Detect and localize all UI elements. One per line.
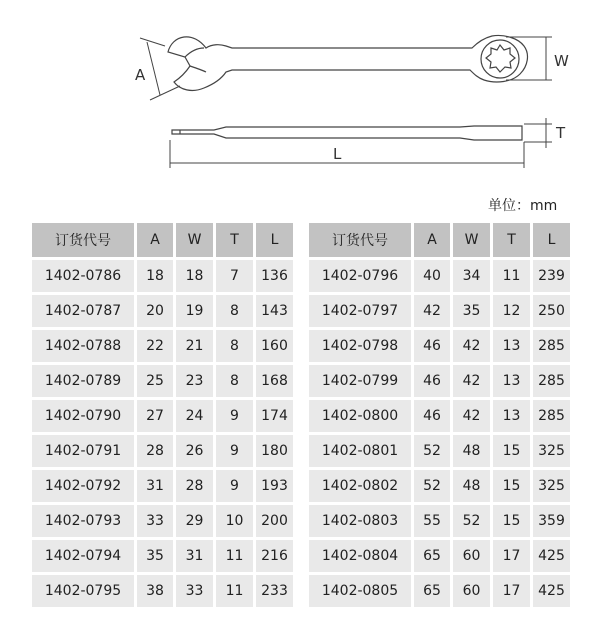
open-end-head: [168, 35, 527, 90]
cell-w: 60: [453, 575, 493, 607]
cell-a: 46: [414, 330, 453, 365]
unit-label: 单位：mm: [488, 198, 558, 214]
header-order-code: 订货代号: [32, 223, 137, 260]
cell-t: 12: [493, 295, 533, 330]
table-row: [32, 330, 293, 365]
cell-l: 143: [256, 295, 293, 330]
table-row: [32, 470, 293, 505]
dimension-l: [170, 140, 524, 168]
table-row: [309, 540, 570, 575]
cell-t: 10: [216, 505, 256, 540]
table-row: [32, 295, 293, 330]
cell-order-code: 1402-0792: [32, 470, 137, 505]
cell-a: 52: [414, 470, 453, 505]
dimension-a: [140, 38, 180, 100]
cell-l: 285: [533, 330, 570, 365]
cell-a: 31: [137, 470, 176, 505]
cell-t: 11: [216, 575, 256, 607]
cell-l: 160: [256, 330, 293, 365]
header-a: A: [137, 223, 176, 260]
cell-t: 11: [493, 260, 533, 295]
cell-order-code: 1402-0799: [309, 365, 414, 400]
table-row: [309, 260, 570, 295]
cell-l: 359: [533, 505, 570, 540]
dimension-label-w: W: [554, 52, 569, 70]
table-header-row: [309, 223, 570, 260]
cell-w: 28: [176, 470, 216, 505]
cell-a: 28: [137, 435, 176, 470]
cell-w: 35: [453, 295, 493, 330]
wrench-top-view: [168, 35, 527, 90]
cell-w: 18: [176, 260, 216, 295]
header-l: L: [256, 223, 293, 260]
cell-order-code: 1402-0793: [32, 505, 137, 540]
cell-a: 20: [137, 295, 176, 330]
cell-w: 26: [176, 435, 216, 470]
dimension-label-l: L: [333, 145, 342, 163]
cell-l: 325: [533, 435, 570, 470]
cell-t: 13: [493, 365, 533, 400]
table-row: [309, 400, 570, 435]
table-row: [309, 505, 570, 540]
cell-w: 31: [176, 540, 216, 575]
cell-t: 17: [493, 575, 533, 607]
header-t: T: [493, 223, 533, 260]
cell-l: 285: [533, 365, 570, 400]
cell-order-code: 1402-0794: [32, 540, 137, 575]
cell-l: 168: [256, 365, 293, 400]
wrench-side-view: [172, 126, 522, 140]
cell-l: 239: [533, 260, 570, 295]
cell-order-code: 1402-0786: [32, 260, 137, 295]
header-w: W: [453, 223, 493, 260]
cell-order-code: 1402-0787: [32, 295, 137, 330]
table-row: [32, 260, 293, 295]
cell-t: 17: [493, 540, 533, 575]
cell-t: 15: [493, 470, 533, 505]
cell-order-code: 1402-0802: [309, 470, 414, 505]
cell-a: 25: [137, 365, 176, 400]
cell-w: 23: [176, 365, 216, 400]
header-t: T: [216, 223, 256, 260]
cell-order-code: 1402-0795: [32, 575, 137, 607]
cell-a: 65: [414, 540, 453, 575]
table-row: [309, 330, 570, 365]
cell-a: 18: [137, 260, 176, 295]
table-row: [32, 575, 293, 607]
cell-order-code: 1402-0797: [309, 295, 414, 330]
cell-a: 38: [137, 575, 176, 607]
cell-order-code: 1402-0798: [309, 330, 414, 365]
header-a: A: [414, 223, 453, 260]
cell-w: 34: [453, 260, 493, 295]
cell-w: 33: [176, 575, 216, 607]
cell-l: 193: [256, 470, 293, 505]
cell-order-code: 1402-0796: [309, 260, 414, 295]
header-l: L: [533, 223, 570, 260]
cell-w: 48: [453, 435, 493, 470]
left-table-body: [32, 260, 293, 607]
cell-t: 8: [216, 295, 256, 330]
cell-w: 29: [176, 505, 216, 540]
cell-a: 42: [414, 295, 453, 330]
cell-t: 13: [493, 330, 533, 365]
cell-a: 22: [137, 330, 176, 365]
cell-t: 11: [216, 540, 256, 575]
cell-t: 15: [493, 505, 533, 540]
cell-order-code: 1402-0788: [32, 330, 137, 365]
cell-w: 42: [453, 330, 493, 365]
dimension-label-a: A: [135, 66, 146, 84]
cell-order-code: 1402-0791: [32, 435, 137, 470]
cell-a: 46: [414, 400, 453, 435]
header-w: W: [176, 223, 216, 260]
cell-order-code: 1402-0800: [309, 400, 414, 435]
table-row: [309, 470, 570, 505]
cell-a: 52: [414, 435, 453, 470]
cell-a: 40: [414, 260, 453, 295]
cell-w: 42: [453, 400, 493, 435]
ring-inner-star: [486, 45, 515, 72]
cell-t: 13: [493, 400, 533, 435]
cell-w: 52: [453, 505, 493, 540]
table-row: [32, 400, 293, 435]
cell-t: 9: [216, 470, 256, 505]
cell-w: 60: [453, 540, 493, 575]
spec-table-right: [309, 223, 570, 607]
table-header-row: [32, 223, 293, 260]
cell-l: 200: [256, 505, 293, 540]
cell-t: 15: [493, 435, 533, 470]
cell-t: 9: [216, 435, 256, 470]
cell-l: 216: [256, 540, 293, 575]
cell-w: 21: [176, 330, 216, 365]
cell-l: 233: [256, 575, 293, 607]
cell-a: 55: [414, 505, 453, 540]
table-row: [32, 505, 293, 540]
cell-t: 9: [216, 400, 256, 435]
cell-order-code: 1402-0804: [309, 540, 414, 575]
dimension-t: [524, 118, 552, 148]
cell-a: 27: [137, 400, 176, 435]
right-table-body: [309, 260, 570, 607]
wrench-diagram: [0, 0, 600, 190]
table-row: [309, 575, 570, 607]
table-row: [32, 365, 293, 400]
cell-l: 136: [256, 260, 293, 295]
cell-w: 24: [176, 400, 216, 435]
cell-t: 7: [216, 260, 256, 295]
cell-order-code: 1402-0803: [309, 505, 414, 540]
table-row: [32, 435, 293, 470]
table-row: [309, 435, 570, 470]
cell-l: 425: [533, 540, 570, 575]
header-order-code: 订货代号: [309, 223, 414, 260]
cell-a: 65: [414, 575, 453, 607]
cell-a: 35: [137, 540, 176, 575]
cell-order-code: 1402-0805: [309, 575, 414, 607]
cell-l: 174: [256, 400, 293, 435]
cell-order-code: 1402-0801: [309, 435, 414, 470]
table-row: [309, 365, 570, 400]
cell-l: 325: [533, 470, 570, 505]
cell-t: 8: [216, 330, 256, 365]
cell-w: 42: [453, 365, 493, 400]
cell-order-code: 1402-0790: [32, 400, 137, 435]
cell-t: 8: [216, 365, 256, 400]
cell-l: 425: [533, 575, 570, 607]
table-row: [309, 295, 570, 330]
cell-w: 48: [453, 470, 493, 505]
cell-a: 33: [137, 505, 176, 540]
cell-l: 180: [256, 435, 293, 470]
cell-order-code: 1402-0789: [32, 365, 137, 400]
cell-a: 46: [414, 365, 453, 400]
dimension-label-t: T: [556, 124, 566, 142]
cell-w: 19: [176, 295, 216, 330]
cell-l: 285: [533, 400, 570, 435]
spec-table-left: [32, 223, 293, 607]
cell-l: 250: [533, 295, 570, 330]
table-row: [32, 540, 293, 575]
